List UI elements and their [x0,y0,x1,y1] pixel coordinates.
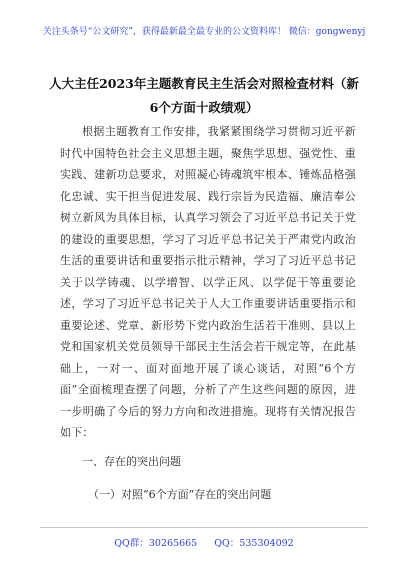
footer-qq: QQ：535304092 [214,538,294,549]
body-paragraph: 根据主题教育工作安排，我紧紧围绕学习贯彻习近平新时代中国特色社会主义思想主题，聚焦学思想、强党性、重实践、建新功总要求，对照凝心铸魂筑牢根本、锤炼品格强化忠诚、实干担当促进发展、践行宗旨为民造福、廉洁奉公树立新风为具体目标，认真学习领会了习近平总书记关于党的建设的重要思想，学习了习近平总书记关于严肃党内政治生活的重要讲话和重要指示批示精神，学习了习近平总书记关于以学铸魂、以学增智、以学正风、以学促干等重要论述，学习了习近平总书记关于人大工作重要讲话重要指示和重要论述、党章、新形势下党内政治生活若干准则、县以上党和国家机关党员领导干部民主生活会若干规定等，在此基础上，一对一、面对面地开展了谈心谈话，对照“6个方面”全面梳理查摆了问题，分析了产生这些问题的原因，进一步明确了今后的努力方向和改进措施。现将有关情况报告如下： [60,125,356,439]
footer-qq-group: QQ群：30265665 [114,538,198,549]
header-note: 关注头条号“公文研究”，获得最新最全最专业的公文资料库！ 微信：gongwenyj [42,27,366,37]
subsection-heading: （一）对照“6个方面”存在的突出问题 [88,488,272,501]
section-heading: 一、存在的突出问题 [82,455,181,468]
footer-divider [40,527,368,528]
document-title: 人大主任2023年主题教育民主生活会对照检查材料（新6个方面十政绩观） [49,76,359,115]
footer [0,535,408,549]
